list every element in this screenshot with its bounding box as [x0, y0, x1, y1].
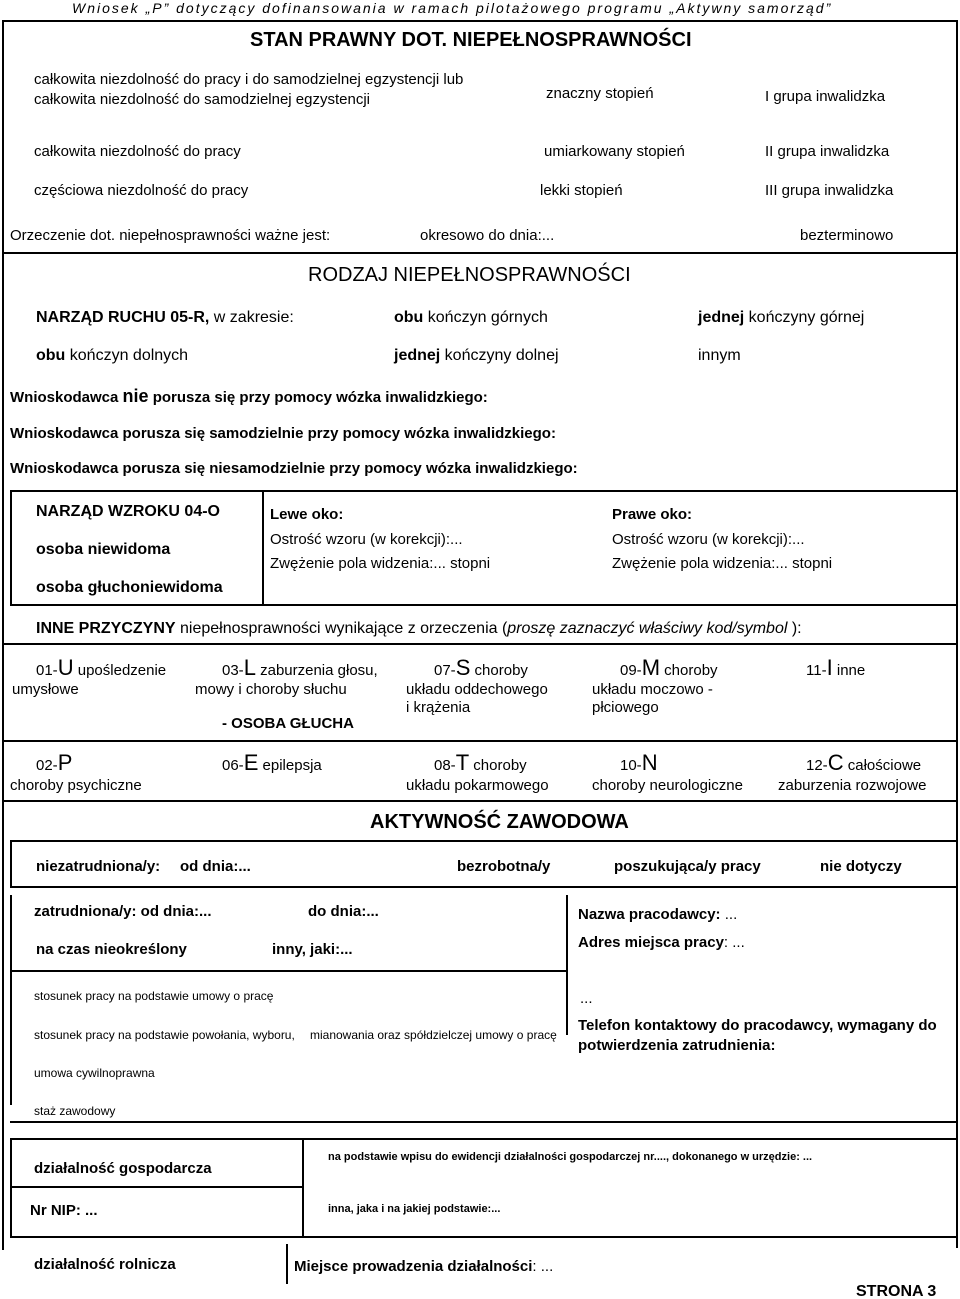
left-eye-acuity[interactable]: Ostrość wzoru (w korekcji):...	[270, 531, 463, 548]
dots: ...	[720, 906, 738, 923]
code-12-c[interactable]	[806, 750, 921, 776]
code-letter: I	[826, 655, 833, 680]
code-desc: inne	[832, 662, 866, 679]
wheelchair-no[interactable]	[10, 386, 488, 408]
code-07-desc: i krążenia	[406, 699, 471, 716]
unemployed-from-date[interactable]: od dnia:...	[180, 858, 251, 875]
option-seeking-work[interactable]: poszukująca/y pracy	[614, 858, 761, 875]
divider	[10, 840, 956, 842]
code-prefix: 10-	[620, 757, 642, 774]
text-nie: nie	[122, 386, 149, 406]
option-blind[interactable]: osoba niewidoma	[36, 541, 171, 558]
legal-status-title: STAN PRAWNY DOT. NIEPEŁNOSPRAWNOŚCI	[250, 29, 692, 51]
label: Nazwa pracodawcy:	[578, 906, 721, 923]
code-01-desc: umysłowe	[12, 681, 79, 698]
text: niepełnosprawności wynikające z orzeczenia (	[175, 620, 508, 637]
divider	[10, 1186, 302, 1188]
text: porusza się przy pomocy wózka inwalidzkiego:	[148, 389, 488, 406]
other-basis-field[interactable]: inna, jaka i na jakiej podstawie:...	[328, 1203, 501, 1215]
code-prefix: 07-	[434, 662, 456, 679]
code-03-l[interactable]	[222, 655, 378, 681]
wheelchair-assisted[interactable]: Wnioskodawca porusza się niesamodzielnie przy pomocy wózka inwalidzkiego:	[10, 460, 578, 477]
code-letter: T	[455, 750, 470, 775]
code-prefix: 11-	[806, 662, 827, 679]
option-partial-incapacity[interactable]: częściowa niezdolność do pracy	[34, 182, 249, 199]
divider	[10, 1236, 956, 1238]
divider	[566, 895, 568, 1035]
code-02-p[interactable]	[36, 750, 72, 776]
code-11-i[interactable]	[806, 655, 865, 681]
divider	[10, 1138, 956, 1140]
option-appointment-contract-cont: mianowania oraz spółdzielczej umowy o pracę	[310, 1028, 557, 1042]
label: kończyn górnych	[423, 309, 548, 326]
code-prefix: 06-	[222, 757, 244, 774]
divider	[2, 740, 956, 742]
option-deaf-person[interactable]: - OSOBA GŁUCHA	[222, 715, 354, 732]
option-one-lower[interactable]	[394, 346, 559, 365]
code-prefix: 12-	[806, 757, 828, 774]
emphasis: obu	[394, 309, 424, 326]
option-significant-degree[interactable]: znaczny stopień	[546, 85, 654, 102]
code-letter: M	[641, 655, 661, 680]
divider	[10, 840, 12, 888]
other-causes-title	[36, 619, 802, 638]
label: kończyn dolnych	[65, 347, 189, 364]
code-07-desc: układu oddechowego	[406, 681, 548, 698]
option-appointment-contract[interactable]: stosunek pracy na podstawie powołania, wyboru,	[34, 1028, 295, 1042]
code-08-desc: układu pokarmowego	[406, 777, 549, 794]
text: ):	[787, 620, 802, 637]
option-farming[interactable]: działalność rolnicza	[34, 1256, 176, 1273]
option-group-1[interactable]: I grupa inwalidzka	[765, 88, 886, 105]
divider	[10, 1138, 12, 1238]
divider	[10, 886, 956, 888]
option-group-3[interactable]: III grupa inwalidzka	[765, 182, 894, 199]
option-total-incapacity-full[interactable]: całkowita niezdolność do pracy i do samodzielnej egzystencji lub całkowita niezdolność do samodzielnej egzystencji	[34, 71, 464, 108]
code-08-t[interactable]	[434, 750, 527, 776]
right-eye-label: Prawe oko:	[612, 506, 693, 523]
label: Adres miejsca pracy	[578, 934, 724, 951]
employer-phone-label[interactable]: Telefon kontaktowy do pracodawcy, wymagany do potwierdzenia zatrudnienia:	[578, 1017, 937, 1054]
code-letter: C	[827, 750, 844, 775]
divider	[956, 20, 958, 1248]
code-prefix: 09-	[620, 662, 642, 679]
code-06-e[interactable]	[222, 750, 322, 776]
code-desc: choroby	[470, 662, 528, 679]
code-10-desc: choroby neurologiczne	[592, 777, 743, 794]
code-prefix: 01-	[36, 662, 58, 679]
option-one-upper[interactable]	[698, 308, 864, 327]
option-jobless[interactable]: bezrobotna/y	[457, 858, 551, 875]
business-place-field[interactable]	[294, 1258, 553, 1276]
code-letter: U	[57, 655, 74, 680]
document-header: Wniosek „P” dotyczący dofinansowania w ramach pilotażowego programu „Aktywny samorząd”	[72, 0, 833, 16]
motor-organ-code: NARZĄD RUCHU 05-R,	[36, 309, 210, 326]
disability-type-title: RODZAJ NIEPEŁNOSPRAWNOŚCI	[308, 264, 631, 286]
option-indefinite-contract[interactable]: na czas nieokreślony	[36, 941, 187, 958]
option-unemployed[interactable]: niezatrudniona/y:	[36, 858, 161, 875]
code-09-desc: układu moczowo -	[592, 681, 713, 698]
emphasis: obu	[36, 347, 66, 364]
code-09-m[interactable]	[620, 655, 718, 681]
option-both-upper[interactable]	[394, 308, 548, 327]
label: Miejsce prowadzenia działalności	[294, 1258, 533, 1275]
divider	[10, 490, 956, 492]
employer-name-field[interactable]	[578, 906, 737, 924]
text: Wnioskodawca	[10, 389, 123, 406]
option-both-lower[interactable]	[36, 346, 188, 365]
divider	[10, 1121, 956, 1123]
divider	[286, 1244, 288, 1284]
wheelchair-independent[interactable]: Wnioskodawca porusza się samodzielnie przy pomocy wózka inwalidzkiego:	[10, 425, 556, 442]
employed-to-date[interactable]: do dnia:...	[308, 903, 379, 920]
code-09-desc: płciowego	[592, 699, 659, 716]
validity-label: Orzeczenie dot. niepełnosprawności ważne jest:	[10, 227, 331, 244]
code-02-desc: choroby psychiczne	[10, 777, 142, 794]
option-light-degree[interactable]: lekki stopień	[540, 182, 623, 199]
motor-organ-scope: w zakresie:	[209, 309, 294, 326]
option-not-applicable[interactable]: nie dotyczy	[820, 858, 902, 875]
code-10-n[interactable]	[620, 750, 658, 776]
label: kończyny dolnej	[440, 347, 559, 364]
divider	[2, 252, 958, 254]
code-prefix: 03-	[222, 662, 244, 679]
code-desc: całościowe	[843, 757, 922, 774]
divider	[10, 604, 956, 606]
page-number: STRONA 3	[856, 1283, 937, 1299]
code-desc: choroby	[660, 662, 718, 679]
divider	[302, 1138, 304, 1238]
code-desc: upośledzenie	[73, 662, 167, 679]
left-eye-field[interactable]: Zwężenie pola widzenia:... stopni	[270, 555, 491, 572]
option-internship[interactable]: staż zawodowy	[34, 1104, 116, 1118]
label: kończyny górnej	[744, 309, 865, 326]
option-group-2[interactable]: II grupa inwalidzka	[765, 143, 890, 160]
business-registry-field[interactable]: na podstawie wpisu do ewidencji działalności gospodarczej nr...., dokonanego w urzędzie: ...	[328, 1151, 813, 1163]
employer-address-continued[interactable]: ...	[580, 990, 593, 1007]
code-letter: P	[57, 750, 73, 775]
code-desc: zaburzenia głosu,	[255, 662, 378, 679]
option-civil-contract[interactable]: umowa cywilnoprawna	[34, 1066, 155, 1080]
text-italic: proszę zaznaczyć właściwy kod/symbol	[507, 620, 788, 637]
right-eye-field[interactable]: Zwężenie pola widzenia:... stopni	[612, 555, 833, 572]
code-letter: S	[455, 655, 471, 680]
code-letter: N	[641, 750, 658, 775]
divider	[2, 20, 958, 22]
option-other-limb[interactable]: innym	[698, 347, 741, 364]
divider	[2, 800, 956, 802]
option-business[interactable]: działalność gospodarcza	[34, 1160, 212, 1177]
motor-organ-label	[36, 308, 294, 327]
dots: : ...	[532, 1258, 554, 1275]
validity-indefinite[interactable]: bezterminowo	[800, 227, 894, 244]
divider	[10, 895, 12, 1105]
code-letter: L	[243, 655, 256, 680]
code-03-desc: mowy i choroby słuchu	[195, 681, 347, 698]
option-deafblind[interactable]: osoba głuchoniewidoma	[36, 579, 223, 596]
option-employment-contract[interactable]: stosunek pracy na podstawie umowy o pracę	[34, 989, 274, 1003]
vision-organ-title: NARZĄD WZROKU 04-O	[36, 503, 220, 520]
code-01-u[interactable]	[36, 655, 166, 681]
emphasis: INNE PRZYCZYNY	[36, 620, 176, 637]
option-total-incapacity[interactable]: całkowita niezdolność do pracy	[34, 143, 241, 160]
code-desc: choroby	[469, 757, 527, 774]
work-activity-title: AKTYWNOŚĆ ZAWODOWA	[370, 811, 629, 833]
right-eye-acuity[interactable]: Ostrość wzoru (w korekcji):...	[612, 531, 805, 548]
divider	[2, 643, 956, 645]
option-employed[interactable]: zatrudniona/y: od dnia:...	[34, 903, 212, 920]
nip-field[interactable]: Nr NIP: ...	[30, 1202, 98, 1219]
dots: : ...	[723, 934, 745, 951]
code-prefix: 08-	[434, 757, 456, 774]
option-moderate-degree[interactable]: umiarkowany stopień	[544, 143, 685, 160]
workplace-address-field[interactable]	[578, 934, 745, 952]
validity-periodic[interactable]: okresowo do dnia:...	[420, 227, 555, 244]
left-eye-label: Lewe oko:	[270, 506, 344, 523]
code-letter: E	[243, 750, 259, 775]
code-prefix: 02-	[36, 757, 58, 774]
option-other-contract[interactable]: inny, jaki:...	[272, 941, 353, 958]
divider	[10, 490, 12, 606]
divider	[10, 970, 566, 972]
code-desc: epilepsja	[258, 757, 322, 774]
code-07-s[interactable]	[434, 655, 528, 681]
divider	[262, 490, 264, 606]
emphasis: jednej	[698, 309, 745, 326]
divider	[2, 20, 4, 1250]
code-12-desc: zaburzenia rozwojowe	[778, 777, 927, 794]
emphasis: jednej	[394, 347, 441, 364]
